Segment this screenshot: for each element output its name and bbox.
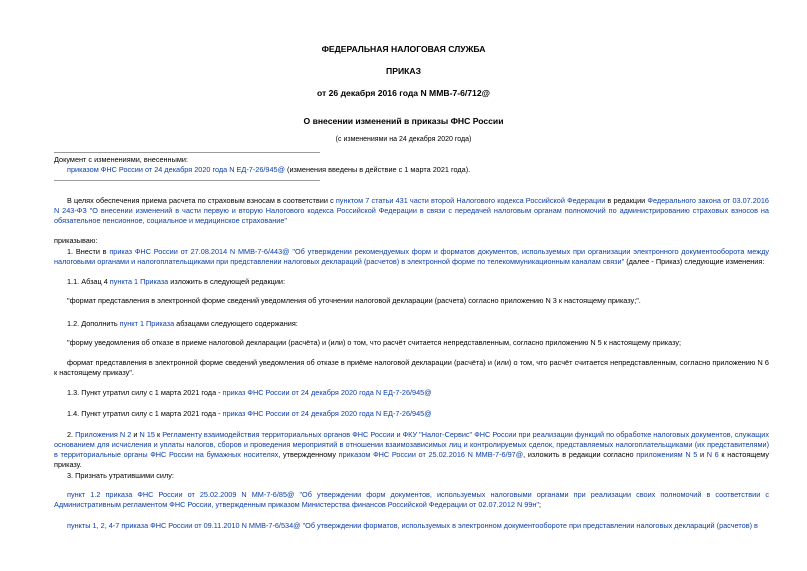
appendix-15-link[interactable]: N 15	[139, 430, 155, 439]
revision-status: (с изменениями на 24 декабря 2020 года)	[335, 136, 472, 143]
preamble-paragraph	[54, 196, 769, 226]
item-1-2-quote-1: "форму уведомления об отказе в приеме налоговой декларации (расчёта) и (или) о том, что расчёт считается непредставленным, согласно приложению N 5 к настоящему приказу;	[67, 338, 682, 347]
item-text: и	[131, 430, 140, 439]
agency-name: ФЕДЕРАЛЬНАЯ НАЛОГОВАЯ СЛУЖБА	[321, 44, 486, 54]
item-text: , изложить в редакции согласно	[523, 450, 637, 460]
item-text: (далее - Приказ) следующие изменения:	[624, 257, 765, 267]
appendix-6-link[interactable]: N 6	[706, 450, 719, 460]
item-text: абзацами следующего содержания:	[174, 319, 298, 328]
item-text: 1. Внести в	[67, 247, 110, 256]
item-3-b	[54, 521, 769, 531]
item-3-a	[54, 490, 769, 510]
appendix-2-link[interactable]: Приложения N 2	[75, 430, 132, 439]
order-534-link[interactable]: пункты 1, 2, 4-7 приказа ФНС России от 09.11.2010 N ММВ-7-6/534@ "Об утверждении форматов, используемых в электронном документообороте при представлении налоговых деклараций (расчетов) в	[67, 521, 758, 530]
item-text: , утвержденному	[278, 450, 339, 460]
order-945-link[interactable]: приказ ФНС России от 24 декабря 2020 года N ЕД-7-26/945@	[222, 388, 432, 397]
federal-law-link[interactable]: Федерального закона от 03.07.2016 N 243-ФЗ "О внесении изменений в части первую и вторую Налогового кодекса Российской Федерации в связи с передачей налоговым органам полномочий по администрированию страховых взносов на обязательное пенсионное, социальное и медицинское страхование"	[54, 196, 769, 226]
item-text: ;	[539, 500, 542, 510]
item-1	[54, 247, 769, 267]
item-1-1-quote: "формат представления в электронной форме сведений уведомления об уточнении налоговой декларации (расчета) согласно приложению N 3 к настоящему приказу;".	[67, 296, 641, 305]
regulation-link[interactable]: Регламенту взаимодействия территориальных органов ФНС России и ФКУ "Налог-Сервис" ФНС России при реализации функций по обработке налоговых документов, служащих основанием для исчисления и уплаты налогов, сборов и проведения мероприятий в отношении взаимозависимых лиц и контролируемых сделок, представляемых налогоплательщиками (их представителями) в территориальные органы ФНС России на бумажных носителях	[54, 430, 770, 460]
item-text: 1.1. Абзац 4	[67, 277, 110, 286]
document-date-number: от 26 декабря 2016 года N ММВ-7-6/712@	[317, 88, 490, 98]
changes-order-link[interactable]: приказом ФНС России от 24 декабря 2020 года N ЕД-7-26/945@	[67, 165, 285, 175]
item-1-3	[54, 388, 769, 398]
changes-note-text: (изменения введены в действие с 1 марта 2021 года).	[285, 165, 471, 175]
item-3: 3. Признать утратившими силу:	[67, 471, 174, 480]
item-1-2	[54, 319, 769, 329]
item-text: 1.2. Дополнить	[67, 319, 120, 328]
tax-code-link[interactable]: пунктом 7 статьи 431 части второй Налогового кодекса Российской Федерации	[335, 196, 606, 205]
changes-note	[54, 155, 769, 175]
appendix-5-link[interactable]: приложениям N 5	[636, 450, 698, 460]
item-1-1	[54, 277, 769, 287]
item-1-4	[54, 409, 769, 419]
preamble-text: В целях обеспечения приема расчета по страховым взносам в соответствии с	[67, 196, 336, 205]
changes-bottom-divider	[54, 180, 320, 181]
order-point-1-link[interactable]: пункта 1 Приказа	[109, 277, 169, 286]
item-text: к	[154, 430, 163, 439]
preamble-text: в редакции	[605, 196, 648, 205]
item-text: и	[697, 450, 707, 460]
order-97-link[interactable]: приказом ФНС России от 25.02.2016 N ММВ-7-6/97@	[338, 450, 524, 460]
item-text: к настоящему приказу.	[54, 450, 770, 470]
item-2	[54, 430, 769, 470]
changes-top-divider	[54, 152, 320, 153]
item-text: 1.3. Пункт утратил силу с 1 марта 2021 года -	[67, 388, 223, 397]
document-type: ПРИКАЗ	[386, 66, 421, 76]
order-word: приказываю:	[54, 236, 98, 245]
item-text: 2.	[67, 430, 76, 439]
item-1-2-quote-2: формат представления в электронной форме сведений уведомления об отказе в приёме налоговой декларации (расчёта) и (или) о том, что расчёт считается непредставленным, согласно приложению N 6 к настоящему приказу".	[54, 358, 769, 378]
order-443-link[interactable]: приказ ФНС России от 27.08.2014 N ММВ-7-6/443@ "Об утверждении рекомендуемых форм и форматов документов, используемых при организации электронного документооборота между налоговыми органами и налогоплательщиками при представлении налоговых деклараций (расчетов) в электронной форме по телекоммуникационным каналам связи"	[54, 247, 769, 267]
order-85-link[interactable]: пункт 1.2 приказа ФНС России от 25.02.2009 N ММ-7-6/85@ "Об утверждении форм документов, используемых налоговыми органами при реализации своих полномочий в соответствии с Административным регламентом ФНС России, утвержденным приказом Министерства финансов Российской Федерации от 02.07.2012 N 99н"	[54, 490, 769, 510]
order-point-1-link-2[interactable]: пункт 1 Приказа	[119, 319, 175, 328]
changes-intro: Документ с изменениями, внесенными:	[54, 155, 188, 164]
item-text: 1.4. Пункт утратил силу с 1 марта 2021 года -	[67, 409, 223, 418]
document-title: О внесении изменений в приказы ФНС России	[303, 116, 504, 126]
item-text: изложить в следующей редакции:	[168, 277, 286, 286]
order-945-link-2[interactable]: приказ ФНС России от 24 декабря 2020 года N ЕД-7-26/945@	[222, 409, 432, 418]
